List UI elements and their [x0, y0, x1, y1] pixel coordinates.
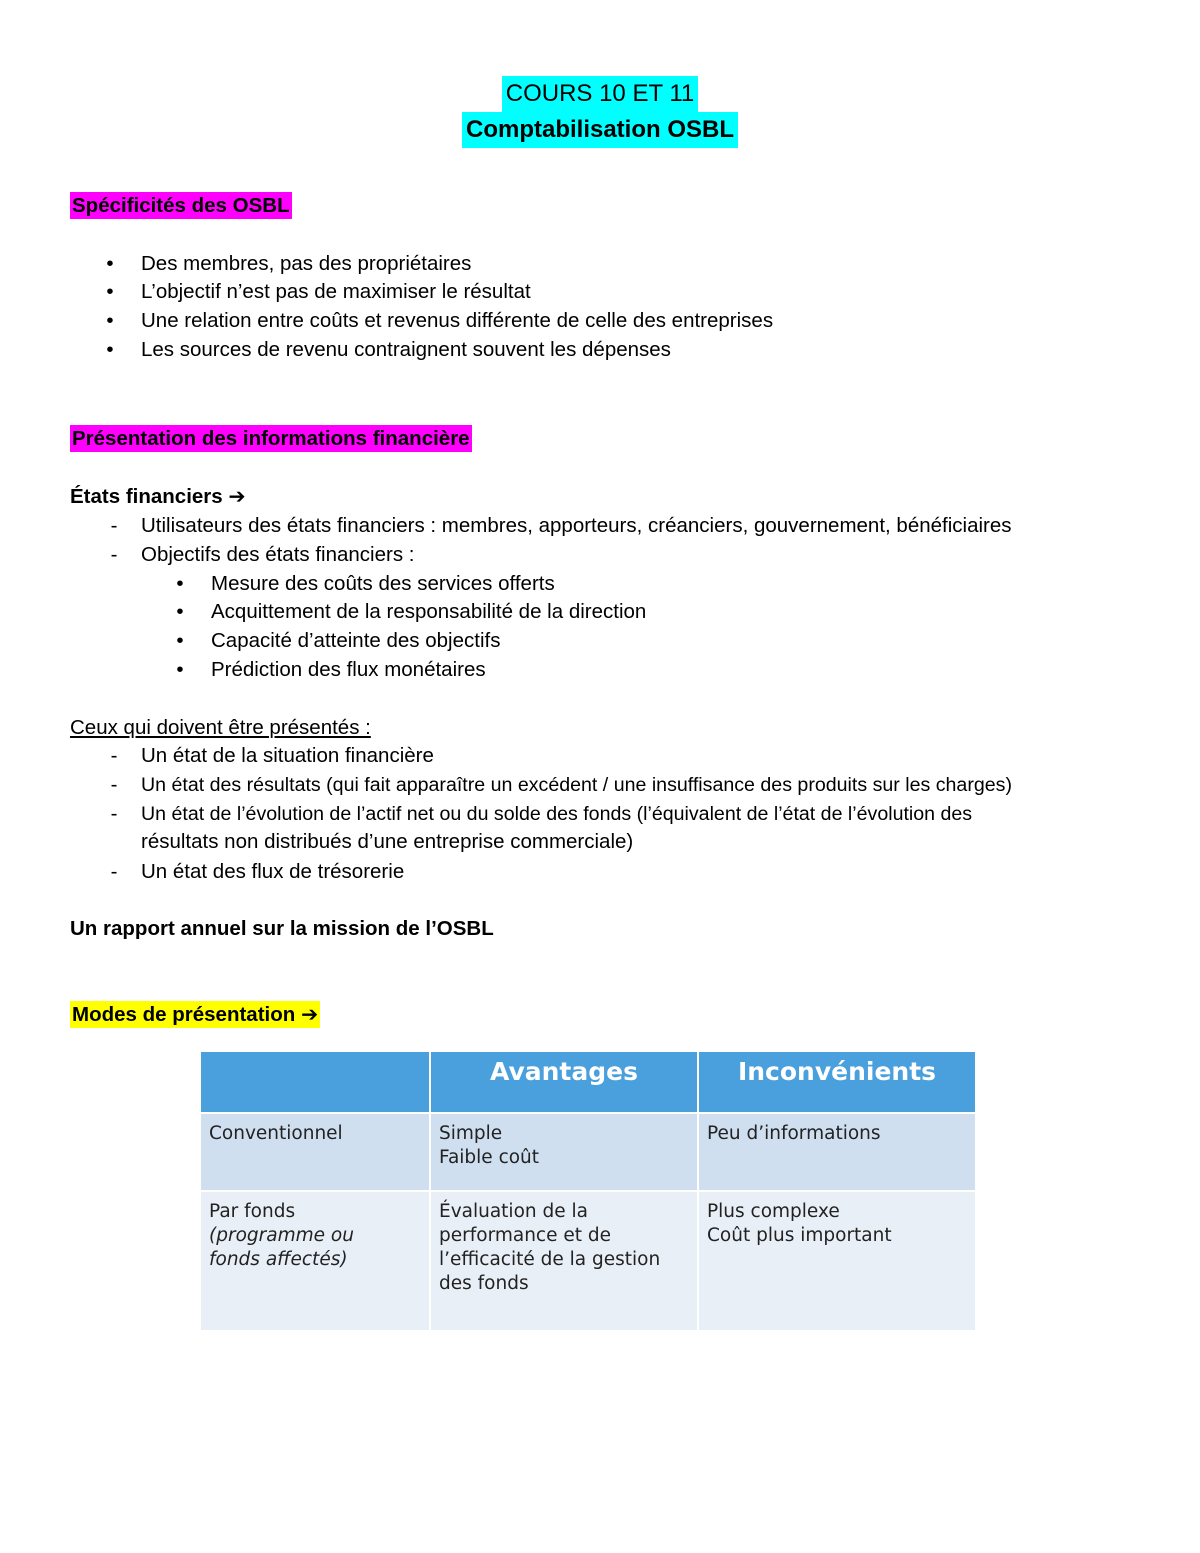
bullet-glyph: • — [176, 629, 184, 652]
list-item-text: Utilisateurs des états financiers : membres, apporteurs, créanciers, gouvernement, bénéficiaires — [141, 514, 1012, 537]
table-cell-mode: Conventionnel — [200, 1113, 430, 1191]
list-item-text: L’objectif n’est pas de maximiser le résultat — [141, 280, 531, 303]
bullet-glyph: • — [106, 280, 114, 303]
table-row — [200, 1191, 976, 1331]
course-title: COURS 10 ET 11 — [502, 76, 699, 112]
bullet-glyph: • — [106, 309, 114, 332]
table-header-cell: Avantages — [430, 1051, 698, 1113]
etats-financiers-label: États financiers ➔ — [70, 485, 246, 508]
bullet-glyph: • — [106, 252, 114, 275]
list-item-text: Une relation entre coûts et revenus différente de celle des entreprises — [141, 309, 774, 332]
dash-glyph: - — [110, 514, 118, 537]
ceux-label: Ceux qui doivent être présentés : — [70, 716, 371, 739]
list-item-text-continued: résultats non distribués d’une entreprise commerciale) — [141, 830, 634, 853]
bullet-glyph: • — [176, 658, 184, 681]
list-item-text: Un état de l’évolution de l’actif net ou du solde des fonds (l’équivalent de l’état de l’évolution des — [141, 803, 973, 825]
list-item-text: Un état des résultats (qui fait apparaître un excédent / une insuffisance des produits sur les charges) — [141, 774, 1012, 796]
bullet-glyph: • — [106, 338, 114, 361]
rapport-annuel: Un rapport annuel sur la mission de l’OSBL — [70, 917, 494, 940]
modes-table — [199, 1050, 977, 1332]
title-block — [0, 76, 1200, 148]
table-cell-avantages: Évaluation de la performance et de l’efficacité de la gestion des fonds — [430, 1191, 698, 1331]
list-item-text: Un état des flux de trésorerie — [141, 860, 405, 883]
list-item-text: Un état de la situation financière — [141, 744, 434, 767]
table-cell-mode: Par fonds (programme ou fonds affectés) — [200, 1191, 430, 1331]
list-item-text: Des membres, pas des propriétaires — [141, 252, 472, 275]
table-header-cell — [200, 1051, 430, 1113]
table-header-row — [200, 1051, 976, 1113]
list-item-text: Prédiction des flux monétaires — [211, 658, 486, 681]
dash-glyph: - — [110, 802, 118, 825]
list-item-text: Objectifs des états financiers : — [141, 543, 415, 566]
section-heading-specificites: Spécificités des OSBL — [72, 194, 290, 217]
dash-glyph: - — [110, 543, 118, 566]
table-cell-inconvenients: Peu d’informations — [698, 1113, 976, 1191]
section-heading-modes: Modes de présentation ➔ — [72, 1003, 319, 1026]
table-cell-inconvenients: Plus complexe Coût plus important — [698, 1191, 976, 1331]
table-header-cell: Inconvénients — [698, 1051, 976, 1113]
table-cell-avantages: Simple Faible coût — [430, 1113, 698, 1191]
section-heading-presentation: Présentation des informations financière — [72, 427, 470, 450]
dash-glyph: - — [110, 860, 118, 883]
bullet-glyph: • — [176, 572, 184, 595]
list-item-text: Les sources de revenu contraignent souvent les dépenses — [141, 338, 671, 361]
dash-glyph: - — [110, 744, 118, 767]
list-item-text: Acquittement de la responsabilité de la direction — [211, 600, 647, 623]
table-row — [200, 1113, 976, 1191]
arrow-right-icon: ➔ — [228, 485, 246, 508]
list-item-text: Mesure des coûts des services offerts — [211, 572, 555, 595]
arrow-right-icon: ➔ — [300, 1003, 319, 1026]
dash-glyph: - — [110, 773, 118, 796]
bullet-glyph: • — [176, 600, 184, 623]
course-subtitle: Comptabilisation OSBL — [462, 112, 738, 148]
list-item-text: Capacité d’atteinte des objectifs — [211, 629, 501, 652]
